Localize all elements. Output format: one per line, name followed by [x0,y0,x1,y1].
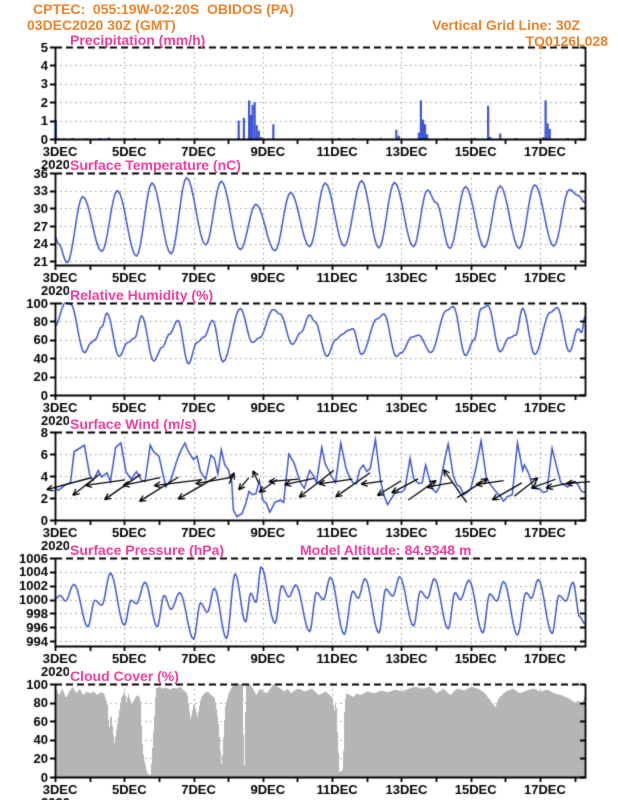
panel-title-cloud: Cloud Cover (%) [70,668,179,684]
run-datetime: 03DEC2020 30Z (GMT) [27,17,176,33]
panel-title-temperature: Surface Temperature (nC) [70,157,241,173]
vertical-grid-line-note: Vertical Grid Line: 30Z [432,17,580,33]
model-altitude-label: Model Altitude: 84.9348 m [300,542,472,558]
station-header: CPTEC: 055:19W-02:20S OBIDOS (PA) [33,1,294,17]
panel-title-precipitation: Precipitation (mm/h) [70,32,206,48]
panel-title-wind: Surface Wind (m/s) [70,416,197,432]
panel-title-pressure: Surface Pressure (hPa) [70,542,225,558]
panel-title-humidity: Relative Humidity (%) [70,287,214,303]
run-id: TQ0126L028 [525,33,608,49]
